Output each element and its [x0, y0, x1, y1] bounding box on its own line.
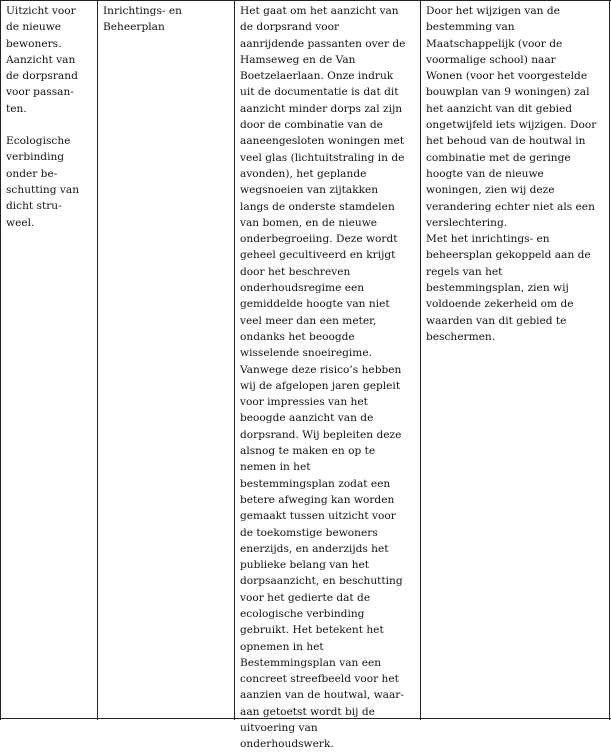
topic-paragraph-1: Uitzicht voor de nieuwe bewoners. Aanzicht van de dorpsrand voor passan- ten.: [6, 5, 78, 115]
table-cell-plan: [97, 0, 234, 720]
topic-paragraph-2: Ecologische verbinding onder be- schutting van dicht stru- weel.: [6, 135, 80, 229]
response-text: Door het wijzigen van de bestemming van Maatschappelijk (voor de voormalige school) naar Wonen (voor het voorgestelde bouwplan van 9 woningen) zal het aanzicht van dit gebied ongetwijfeld iets wijzigen. Door het behoud van de houtwal in combinatie met de geringe hoogte van de nieuwe woningen, zien wij deze verandering echter niet als een verslechtering. Met het inrichtings- en beheersplan gekoppeld aan de regels van het bestemmingsplan, zien wij voldoende zekerheid om de waarden van dit gebied te beschermen.: [426, 5, 597, 343]
table-cell-topic: [0, 0, 97, 720]
table-right-border: [609, 0, 610, 720]
plan-text: Inrichtings- en Beheerplan: [103, 5, 182, 34]
table-cell-comment: [234, 0, 420, 751]
table-bottom-border: [0, 718, 611, 719]
table-cell-response: [420, 0, 610, 720]
comment-text: Het gaat om het aanzicht van de dorpsrand voor aanrijdende passanten over de Hamseweg en de Van Boetzelaerlaan. Onze indruk uit de documentatie is dat dit aanzicht minder dorps zal zijn door de combinatie van de aaneengesloten woningen met veel glas (lichtuitstraling in de avonden), het geplande wegsnoeien van zijtakken langs de onderste stamdelen van bomen, en de nieuwe onderbegroeiing. Deze wordt geheel gecultiveerd en krijgt door het beschreven onderhoudsregime een gemiddelde hoogte van niet veel meer dan een meter, ondanks het beoogde wisselende snoeiregime. Vanwege deze risico’s hebben wij de afgelopen jaren gepleit voor impressies van het beoogde aanzicht van de dorpsrand. Wij bepleiten deze alsnog te maken en op te nemen in het bestemmingsplan zodat een betere afweging kan worden gemaakt tussen uitzicht voor de toekomstige bewoners enerzijds, en anderzijds het publieke belang van het dorpsaanzicht, en beschutting voor het gedierte dat de ecologische verbinding gebruikt. Het betekent het opnemen in het Bestemmingsplan van een concreet streefbeeld voor het aanzien van de houtwal, waar- aan getoetst wordt bij de uitvoering van onderhoudswerk.: [240, 5, 406, 751]
paragraph-gap: [6, 117, 93, 133]
